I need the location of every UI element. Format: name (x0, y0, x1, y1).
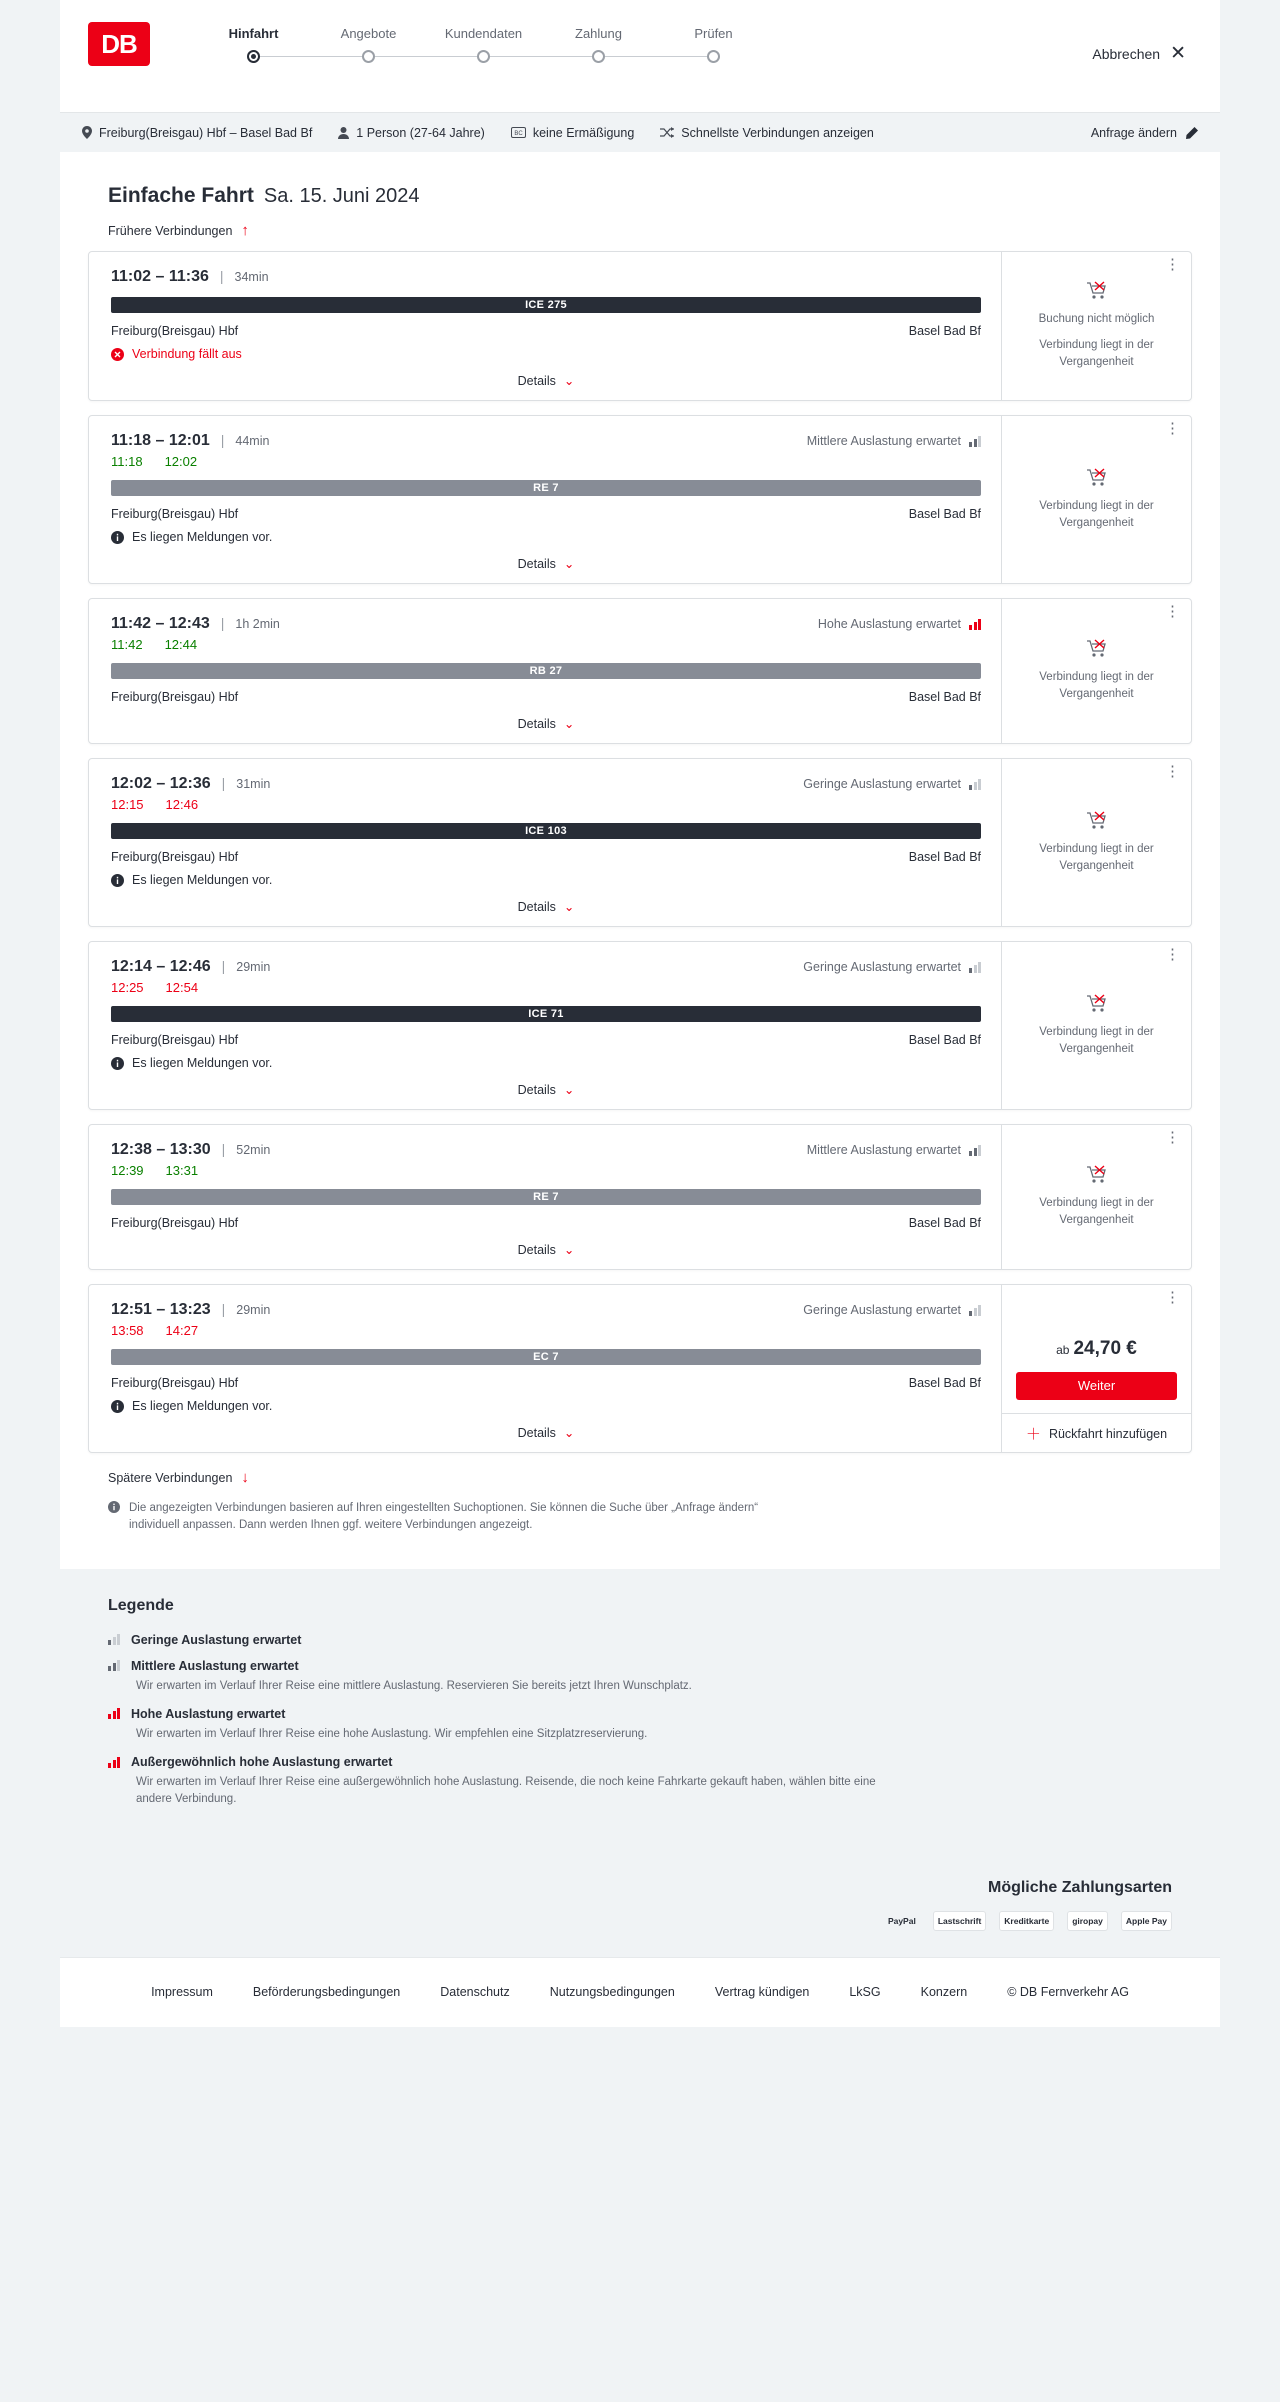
realtime-times (111, 1323, 981, 1338)
connection-card[interactable] (88, 1284, 1192, 1453)
earlier-connections-button[interactable] (108, 222, 1192, 239)
duration: 1h 2min (235, 617, 280, 631)
past-connection-text: Verbindung liegt in der Vergangenheit (1039, 339, 1154, 368)
duration: 31min (236, 777, 271, 791)
details-label: Details (517, 899, 556, 914)
info-note[interactable] (111, 873, 981, 887)
scheduled-times: 11:42 – 12:43 (111, 615, 210, 632)
utilization-label: Mittlere Auslastung erwartet (806, 1143, 961, 1157)
times-row (111, 775, 981, 793)
connection-details (89, 1125, 1001, 1269)
connection-card[interactable] (88, 598, 1192, 744)
cancellation-note (111, 347, 981, 361)
utilization-indicator (807, 434, 981, 448)
footer-link-6[interactable]: Konzern (920, 1985, 968, 1999)
legend-item-head (108, 1633, 1172, 1647)
duration: 44min (235, 434, 270, 448)
details-toggle[interactable] (111, 899, 981, 914)
legend-item-label: Mittlere Auslastung erwartet (131, 1658, 299, 1673)
legend-item-label: Geringe Auslastung erwartet (131, 1632, 302, 1647)
legend-item-desc: Wir erwarten im Verlauf Ihrer Reise eine außergewöhnlich hohe Auslastung. Reisende, die noch keine Fahrkarte gekauft haben, wählen bitte eine andere Verbindung. (136, 1776, 876, 1806)
connection-card[interactable] (88, 415, 1192, 584)
connection-booking (1001, 759, 1191, 926)
chevron-down-icon: ⌄ (563, 1426, 575, 1440)
details-toggle[interactable] (111, 1425, 981, 1440)
close-icon[interactable]: ✕ (1170, 43, 1186, 64)
utilization-indicator (803, 960, 981, 974)
add-return-button[interactable] (1002, 1413, 1191, 1444)
legend-item-head (108, 1707, 1172, 1721)
connection-details (89, 942, 1001, 1109)
legend-item-head (108, 1659, 1172, 1673)
legend-item-desc: Wir erwarten im Verlauf Ihrer Reise eine mittlere Auslastung. Reservieren Sie bereits jetzt Ihren Wunschplatz. (136, 1679, 692, 1692)
cart-crossed-icon (1086, 468, 1108, 488)
connection-details (89, 416, 1001, 583)
connection-card[interactable] (88, 941, 1192, 1110)
payment-method-apple-pay: Apple Pay (1121, 1911, 1172, 1931)
step-hinfahrt[interactable] (196, 26, 311, 63)
info-note-text: Es liegen Meldungen vor. (132, 530, 273, 544)
legend-section (60, 1569, 1220, 1855)
search-hint (108, 1500, 808, 1535)
utilization-bars-low (969, 1305, 981, 1316)
train-bar[interactable]: ICE 71 (111, 1006, 981, 1022)
later-connections-label: Spätere Verbindungen (108, 1470, 233, 1485)
legend-items (108, 1633, 1172, 1809)
payments-section (60, 1855, 1220, 1957)
connection-details (89, 1285, 1001, 1452)
info-note[interactable] (111, 1056, 981, 1070)
train-bar[interactable]: RE 7 (111, 480, 981, 496)
more-options-icon[interactable]: ⋮ (1165, 1129, 1181, 1146)
realtime-departure: 11:18 (111, 454, 143, 469)
step-dot (707, 50, 720, 63)
details-label: Details (517, 373, 556, 388)
destination-station: Basel Bad Bf (908, 850, 981, 864)
step-zahlung[interactable] (541, 26, 656, 63)
train-bar[interactable]: RE 7 (111, 1189, 981, 1205)
times-row (111, 958, 981, 976)
past-connection-text: Verbindung liegt in der Vergangenheit (1039, 1197, 1154, 1226)
connection-card[interactable] (88, 1124, 1192, 1270)
destination-station: Basel Bad Bf (908, 324, 981, 338)
legend-item (108, 1755, 1172, 1809)
legend-item-desc: Wir erwarten im Verlauf Ihrer Reise eine hohe Auslastung. Wir empfehlen eine Sitzplatzreservierung. (136, 1727, 648, 1740)
query-route-label: Freiburg(Breisgau) Hbf – Basel Bad Bf (99, 125, 313, 140)
chevron-down-icon: ⌄ (563, 557, 575, 571)
past-connection-text: Verbindung liegt in der Vergangenheit (1039, 671, 1154, 700)
scheduled-times: 12:38 – 13:30 (111, 1141, 211, 1158)
query-passengers-label: 1 Person (27-64 Jahre) (356, 125, 485, 140)
connection-card[interactable] (88, 758, 1192, 927)
details-label: Details (517, 1425, 556, 1440)
origin-station: Freiburg(Breisgau) Hbf (111, 850, 239, 864)
origin-station: Freiburg(Breisgau) Hbf (111, 1376, 239, 1390)
query-discount[interactable] (511, 126, 634, 140)
separator: | (220, 432, 225, 448)
details-toggle[interactable] (111, 716, 981, 731)
info-note-text: Es liegen Meldungen vor. (132, 1399, 273, 1413)
cancel-label: Abbrechen (1092, 45, 1161, 62)
payments-title: Mögliche Zahlungsarten (987, 1878, 1172, 1896)
realtime-departure: 13:58 (111, 1323, 144, 1338)
chevron-down-icon: ⌄ (563, 900, 575, 914)
query-passengers[interactable] (338, 126, 485, 140)
earlier-connections-label: Frühere Verbindungen (108, 223, 233, 238)
cancellation-note-text: Verbindung fällt aus (132, 347, 242, 361)
not-bookable-text: Buchung nicht möglich (1038, 313, 1155, 326)
realtime-arrival: 14:27 (165, 1323, 199, 1338)
details-label: Details (517, 1082, 556, 1097)
realtime-arrival: 12:44 (164, 637, 198, 652)
error-icon (111, 348, 124, 361)
cart-crossed-icon (1086, 1165, 1108, 1185)
step-label: Kundendaten (444, 26, 523, 41)
more-options-icon[interactable]: ⋮ (1165, 946, 1181, 963)
query-summary-bar (60, 112, 1220, 152)
more-options-icon[interactable]: ⋮ (1165, 420, 1181, 437)
info-note[interactable] (111, 530, 981, 544)
utilization-label: Geringe Auslastung erwartet (803, 1303, 961, 1317)
price-value: 24,70 € (1073, 1337, 1137, 1359)
footer-link-2[interactable]: Datenschutz (440, 1985, 510, 1999)
realtime-times (111, 454, 981, 469)
separator: | (220, 615, 225, 631)
connection-booking (1001, 942, 1191, 1109)
details-toggle[interactable] (111, 556, 981, 571)
legend-item-label: Hohe Auslastung erwartet (131, 1706, 286, 1721)
cancel-button[interactable] (1092, 44, 1186, 63)
connection-card[interactable] (88, 251, 1192, 401)
info-note-text: Es liegen Meldungen vor. (132, 1056, 273, 1070)
utilization-bars-extreme (108, 1757, 120, 1768)
utilization-bars-low (108, 1634, 120, 1645)
destination-station: Basel Bad Bf (908, 1376, 981, 1390)
utilization-label: Geringe Auslastung erwartet (803, 777, 961, 791)
realtime-departure: 12:15 (111, 797, 144, 812)
db-logo: DB (88, 22, 150, 66)
details-label: Details (517, 1242, 556, 1257)
arrow-down-icon: ↓ (241, 1469, 249, 1486)
past-connection-text: Verbindung liegt in der Vergangenheit (1039, 499, 1154, 529)
plus-icon: ＋ (1025, 1426, 1041, 1443)
details-label: Details (517, 716, 556, 731)
realtime-times (111, 980, 981, 995)
query-discount-label: keine Ermäßigung (532, 125, 635, 140)
step-label: Angebote (340, 26, 397, 41)
train-bar[interactable]: ICE 103 (111, 823, 981, 839)
details-label: Details (517, 556, 556, 571)
footer-link-5[interactable]: LkSG (849, 1985, 881, 1999)
legend-item (108, 1659, 1172, 1695)
stations-row (111, 1216, 981, 1230)
legend-title: Legende (108, 1596, 174, 1614)
booking-stepper (196, 26, 771, 63)
realtime-arrival: 12:46 (165, 797, 199, 812)
info-icon (108, 1501, 120, 1535)
person-icon (338, 127, 349, 139)
step-label: Zahlung (575, 26, 622, 41)
times-row (111, 1301, 981, 1319)
utilization-label: Mittlere Auslastung erwartet (806, 434, 961, 448)
connection-details (89, 252, 1001, 400)
train-bar[interactable]: RB 27 (111, 663, 981, 679)
step-label: Hinfahrt (228, 26, 279, 41)
info-note-text: Es liegen Meldungen vor. (132, 873, 273, 887)
chevron-down-icon: ⌄ (563, 1243, 575, 1257)
cart-crossed-icon (1086, 811, 1108, 831)
stations-row (111, 507, 981, 521)
more-options-icon[interactable]: ⋮ (1165, 1289, 1181, 1306)
footer-link-1[interactable]: Beförderungsbedingungen (252, 1985, 401, 1999)
results-title (108, 184, 1192, 208)
separator: | (221, 1141, 226, 1157)
cart-crossed-icon (1086, 639, 1108, 659)
scheduled-times: 12:51 – 13:23 (111, 1301, 211, 1318)
duration: 34min (234, 270, 269, 284)
payment-methods (108, 1911, 1172, 1931)
realtime-departure: 12:39 (111, 1163, 144, 1178)
more-options-icon[interactable]: ⋮ (1165, 603, 1181, 620)
separator: | (219, 268, 224, 284)
chevron-down-icon: ⌄ (563, 717, 575, 731)
utilization-bars-mid (969, 1145, 981, 1156)
utilization-bars-mid (969, 436, 981, 447)
stations-row (111, 1376, 981, 1390)
payment-method-paypal: PayPal (887, 1915, 916, 1926)
duration: 29min (236, 960, 271, 974)
destination-station: Basel Bad Bf (908, 690, 981, 704)
utilization-label: Hohe Auslastung erwartet (817, 617, 961, 631)
later-connections-button[interactable] (108, 1469, 1192, 1486)
payment-method-lastschrift: Lastschrift (933, 1911, 986, 1931)
connection-booking (1001, 416, 1191, 583)
destination-station: Basel Bad Bf (908, 507, 981, 521)
continue-button[interactable]: Weiter (1016, 1372, 1177, 1400)
footer-link-3[interactable]: Nutzungsbedingungen (549, 1985, 675, 1999)
details-toggle[interactable] (111, 373, 981, 388)
legend-item-label: Außergewöhnlich hohe Auslastung erwartet (131, 1755, 393, 1769)
app-header (60, 0, 1220, 112)
train-bar[interactable]: EC 7 (111, 1349, 981, 1365)
connection-booking (1001, 599, 1191, 743)
times-row (111, 268, 981, 286)
price-prefix: ab (1056, 1342, 1070, 1357)
separator: | (221, 1301, 226, 1317)
legend-item (108, 1633, 1172, 1647)
realtime-arrival: 13:31 (165, 1163, 199, 1178)
chevron-down-icon: ⌄ (563, 1083, 575, 1097)
footer-link-4[interactable]: Vertrag kündigen (714, 1985, 810, 1999)
scheduled-times: 11:02 – 11:36 (111, 268, 209, 285)
past-connection-text: Verbindung liegt in der Vergangenheit (1039, 842, 1154, 872)
change-query-button[interactable] (1091, 126, 1198, 140)
location-pin-icon (82, 126, 92, 139)
separator: | (221, 958, 226, 974)
utilization-indicator (803, 1303, 981, 1317)
footer-link-7: © DB Fernverkehr AG (1007, 1985, 1129, 1999)
legend-item-head (108, 1755, 1172, 1769)
info-note[interactable] (111, 1399, 981, 1413)
payment-method-giropay: giropay (1067, 1911, 1108, 1931)
pencil-icon (1186, 127, 1198, 139)
connection-details (89, 599, 1001, 743)
arrow-up-icon: ↑ (241, 222, 249, 239)
info-icon (111, 1400, 124, 1413)
price (1056, 1338, 1137, 1360)
query-route[interactable] (82, 126, 312, 140)
connection-booking (1001, 252, 1191, 400)
times-row (111, 615, 981, 633)
times-row (111, 1141, 981, 1159)
info-icon (111, 1057, 124, 1070)
utilization-bars-low (969, 779, 981, 790)
realtime-times (111, 797, 981, 812)
step-prüfen[interactable] (656, 26, 771, 63)
legend-item (108, 1707, 1172, 1743)
info-icon (111, 874, 124, 887)
realtime-departure: 11:42 (111, 637, 143, 652)
utilization-bars-high (108, 1708, 120, 1719)
step-label: Prüfen (694, 26, 733, 41)
separator: | (221, 775, 226, 791)
page-title: Einfache Fahrt (108, 184, 254, 207)
connection-booking (1001, 1285, 1191, 1452)
search-hint-text: Die angezeigten Verbindungen basieren auf Ihren eingestellten Suchoptionen. Sie können die Suche über „Anfrage ändern“ individuell anpassen. Dann werden Ihnen ggf. weitere Verbindungen angezeigt. (129, 1502, 759, 1532)
utilization-indicator (807, 1143, 981, 1157)
utilization-bars-low (969, 962, 981, 973)
payment-method-kreditkarte: Kreditkarte (999, 1911, 1054, 1931)
realtime-times (111, 1163, 981, 1178)
stations-row (111, 324, 981, 338)
utilization-label: Geringe Auslastung erwartet (803, 960, 961, 974)
step-dot (247, 50, 260, 63)
origin-station: Freiburg(Breisgau) Hbf (111, 690, 239, 704)
utilization-bars-mid (108, 1660, 120, 1671)
step-dot (592, 50, 605, 63)
details-toggle[interactable] (111, 1082, 981, 1097)
realtime-times (111, 637, 981, 652)
past-connection-text: Verbindung liegt in der Vergangenheit (1039, 1025, 1154, 1055)
step-angebote[interactable] (311, 26, 426, 63)
scheduled-times: 12:02 – 12:36 (111, 775, 211, 792)
svg-text:BC: BC (514, 131, 523, 137)
query-fastest[interactable] (660, 126, 874, 140)
utilization-indicator (818, 617, 981, 631)
destination-station: Basel Bad Bf (908, 1033, 981, 1047)
step-dot (477, 50, 490, 63)
connection-booking (1001, 1125, 1191, 1269)
query-fastest-label: Schnellste Verbindungen anzeigen (681, 125, 874, 140)
origin-station: Freiburg(Breisgau) Hbf (111, 507, 239, 521)
connection-details (89, 759, 1001, 926)
bahncard-icon (511, 127, 526, 138)
step-kundendaten[interactable] (426, 26, 541, 63)
realtime-departure: 12:25 (111, 980, 144, 995)
destination-station: Basel Bad Bf (908, 1216, 981, 1230)
info-icon (111, 531, 124, 544)
footer-link-0[interactable]: Impressum (151, 1985, 213, 1999)
realtime-arrival: 12:54 (165, 980, 199, 995)
more-options-icon[interactable]: ⋮ (1165, 256, 1181, 273)
step-dot (362, 50, 375, 63)
shuffle-icon (660, 127, 674, 138)
origin-station: Freiburg(Breisgau) Hbf (111, 324, 239, 338)
stations-row (111, 1033, 981, 1047)
connection-list (88, 251, 1192, 1453)
cart-crossed-icon (1086, 281, 1108, 301)
chevron-down-icon: ⌄ (563, 374, 575, 388)
duration: 29min (236, 1303, 271, 1317)
utilization-indicator (803, 777, 981, 791)
realtime-arrival: 12:02 (164, 454, 198, 469)
page-footer (60, 1957, 1220, 2027)
details-toggle[interactable] (111, 1242, 981, 1257)
page-container (60, 0, 1220, 2027)
more-options-icon[interactable]: ⋮ (1165, 763, 1181, 780)
times-row (111, 432, 981, 450)
results-content (60, 152, 1220, 1569)
stations-row (111, 850, 981, 864)
origin-station: Freiburg(Breisgau) Hbf (111, 1216, 239, 1230)
scheduled-times: 11:18 – 12:01 (111, 432, 210, 449)
train-bar[interactable]: ICE 275 (111, 297, 981, 313)
utilization-bars-high (969, 619, 981, 630)
cart-crossed-icon (1086, 994, 1108, 1014)
duration: 52min (236, 1143, 271, 1157)
add-return-label: Rückfahrt hinzufügen (1048, 1426, 1168, 1441)
origin-station: Freiburg(Breisgau) Hbf (111, 1033, 239, 1047)
scheduled-times: 12:14 – 12:46 (111, 958, 211, 975)
stations-row (111, 690, 981, 704)
travel-date: Sa. 15. Juni 2024 (263, 185, 420, 207)
change-query-label: Anfrage ändern (1090, 125, 1177, 140)
